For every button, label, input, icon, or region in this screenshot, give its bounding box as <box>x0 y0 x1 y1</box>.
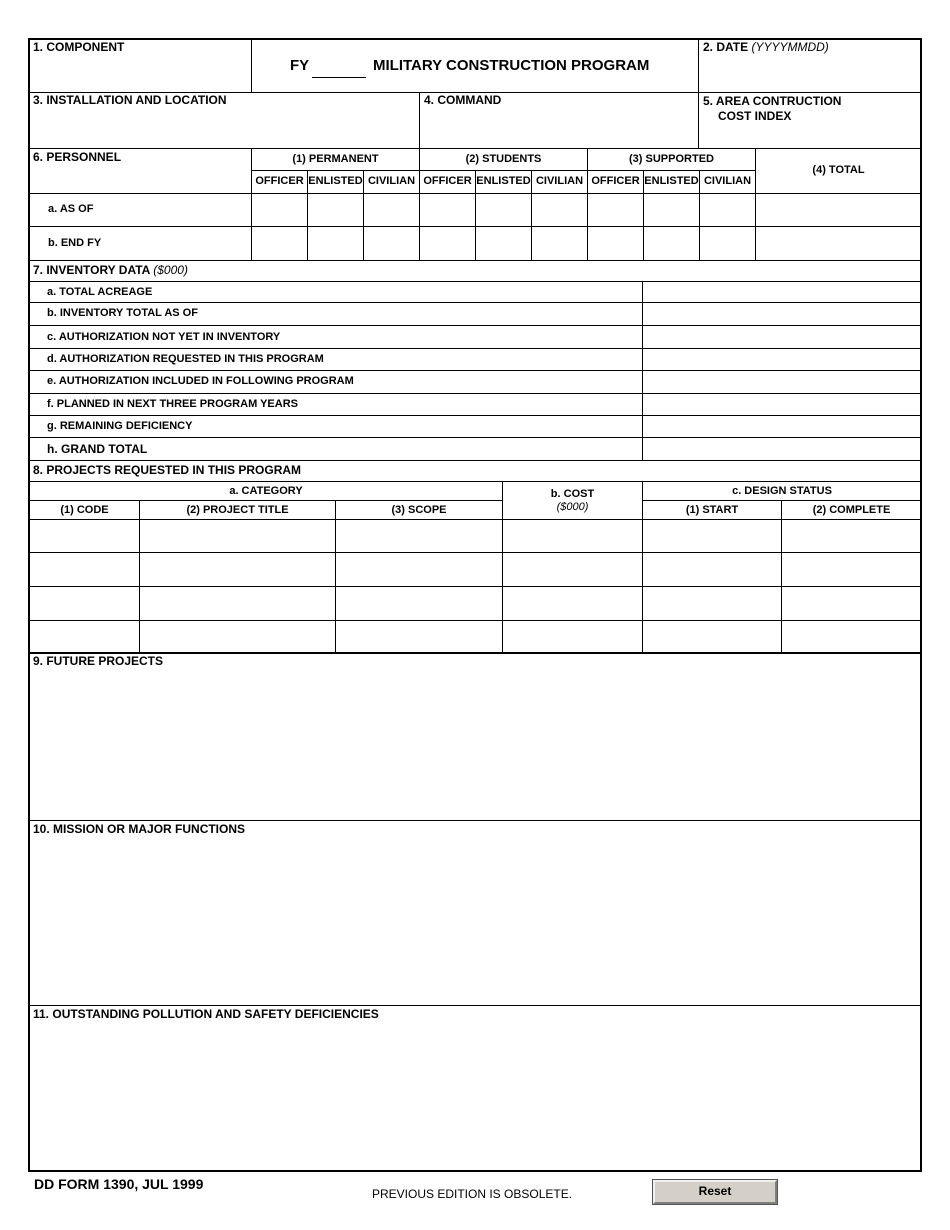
inventory-row-not-in-inventory: c. AUTHORIZATION NOT YET IN INVENTORY <box>47 331 281 343</box>
inventory-total-as-of-field[interactable] <box>643 303 921 325</box>
command-label: 4. COMMAND <box>424 93 502 107</box>
personnel-col-civilian: CIVILIAN <box>367 175 416 187</box>
project-row[interactable] <box>30 520 921 552</box>
program-title: MILITARY CONSTRUCTION PROGRAM <box>373 57 650 74</box>
area-index-label-1: 5. AREA CONTRUCTION <box>703 94 842 108</box>
projects-start-label: (1) START <box>685 504 739 516</box>
personnel-col-enlisted: ENLISTED <box>476 175 531 187</box>
personnel-total-label: (4) TOTAL <box>812 164 865 176</box>
inventory-row-following-program: e. AUTHORIZATION INCLUDED IN FOLLOWING PROGRAM <box>47 375 354 387</box>
date-field[interactable] <box>702 56 918 90</box>
personnel-col-officer: OFFICER <box>591 175 640 187</box>
projects-category-label: a. CATEGORY <box>229 485 303 497</box>
mission-label: 10. MISSION OR MAJOR FUNCTIONS <box>33 822 246 836</box>
inventory-row-planned: f. PLANNED IN NEXT THREE PROGRAM YEARS <box>47 398 298 410</box>
projects-design-status-label: c. DESIGN STATUS <box>732 485 832 497</box>
inventory-requested-field[interactable] <box>643 349 921 370</box>
personnel-col-civilian: CIVILIAN <box>535 175 584 187</box>
inventory-label: 7. INVENTORY DATA ($000) <box>33 263 188 277</box>
fy-field[interactable] <box>312 58 366 78</box>
date-label: 2. DATE (YYYYMMDD) <box>703 40 829 54</box>
project-row[interactable] <box>30 621 921 652</box>
area-index-label-2: COST INDEX <box>718 109 792 123</box>
inventory-grand-total-field[interactable] <box>643 438 921 460</box>
inventory-total-acreage-field[interactable] <box>643 282 921 302</box>
personnel-label: 6. PERSONNEL <box>33 150 122 164</box>
project-row[interactable] <box>30 587 921 620</box>
area-index-field[interactable] <box>702 126 918 146</box>
inventory-units: ($000) <box>153 263 188 277</box>
project-row[interactable] <box>30 553 921 586</box>
personnel-col-officer: OFFICER <box>423 175 472 187</box>
fy-label: FY <box>290 57 310 74</box>
projects-cost-label: b. COST <box>550 488 595 500</box>
projects-scope-label: (3) SCOPE <box>391 504 447 516</box>
command-field[interactable] <box>423 110 695 146</box>
personnel-row-end-fy: b. END FY <box>48 237 102 249</box>
personnel-col-enlisted: ENLISTED <box>308 175 363 187</box>
component-field[interactable] <box>32 56 250 90</box>
installation-label: 3. INSTALLATION AND LOCATION <box>33 93 227 107</box>
form-identifier: DD FORM 1390, JUL 1999 <box>34 1176 204 1192</box>
personnel-group-students: (2) STUDENTS <box>465 153 542 165</box>
mission-field[interactable] <box>32 838 918 1003</box>
date-format-hint: (YYYYMMDD) <box>751 40 829 54</box>
pollution-label: 11. OUTSTANDING POLLUTION AND SAFETY DEFICIENCIES <box>33 1007 379 1021</box>
inventory-planned-field[interactable] <box>643 394 921 415</box>
inventory-row-grand-total: h. GRAND TOTAL <box>47 442 148 456</box>
reset-button[interactable]: Reset <box>653 1180 777 1204</box>
pollution-field[interactable] <box>32 1023 918 1169</box>
personnel-col-civilian: CIVILIAN <box>703 175 752 187</box>
personnel-row-as-of: a. AS OF <box>48 203 94 215</box>
personnel-group-supported: (3) SUPPORTED <box>629 153 714 165</box>
personnel-as-of-fields[interactable] <box>252 194 921 226</box>
inventory-row-total-acreage: a. TOTAL ACREAGE <box>47 286 153 298</box>
personnel-end-fy-fields[interactable] <box>252 227 921 260</box>
obsolete-note: PREVIOUS EDITION IS OBSOLETE. <box>372 1187 573 1201</box>
future-projects-label: 9. FUTURE PROJECTS <box>33 654 164 668</box>
inventory-not-in-inventory-field[interactable] <box>643 326 921 348</box>
component-label: 1. COMPONENT <box>33 40 125 54</box>
personnel-col-officer: OFFICER <box>255 175 304 187</box>
inventory-row-remaining: g. REMAINING DEFICIENCY <box>47 420 193 432</box>
projects-code-label: (1) CODE <box>60 504 109 516</box>
projects-cost-units: ($000) <box>556 501 589 513</box>
inventory-row-requested: d. AUTHORIZATION REQUESTED IN THIS PROGRAM <box>47 353 324 365</box>
personnel-group-permanent: (1) PERMANENT <box>292 153 379 165</box>
future-projects-field[interactable] <box>32 670 918 818</box>
projects-complete-label: (2) COMPLETE <box>812 504 891 516</box>
projects-title-label: (2) PROJECT TITLE <box>186 504 289 516</box>
inventory-remaining-field[interactable] <box>643 416 921 437</box>
personnel-col-enlisted: ENLISTED <box>644 175 699 187</box>
projects-label: 8. PROJECTS REQUESTED IN THIS PROGRAM <box>33 463 302 477</box>
inventory-row-total-as-of: b. INVENTORY TOTAL AS OF <box>47 307 198 319</box>
installation-field[interactable] <box>32 110 416 146</box>
inventory-following-program-field[interactable] <box>643 371 921 393</box>
